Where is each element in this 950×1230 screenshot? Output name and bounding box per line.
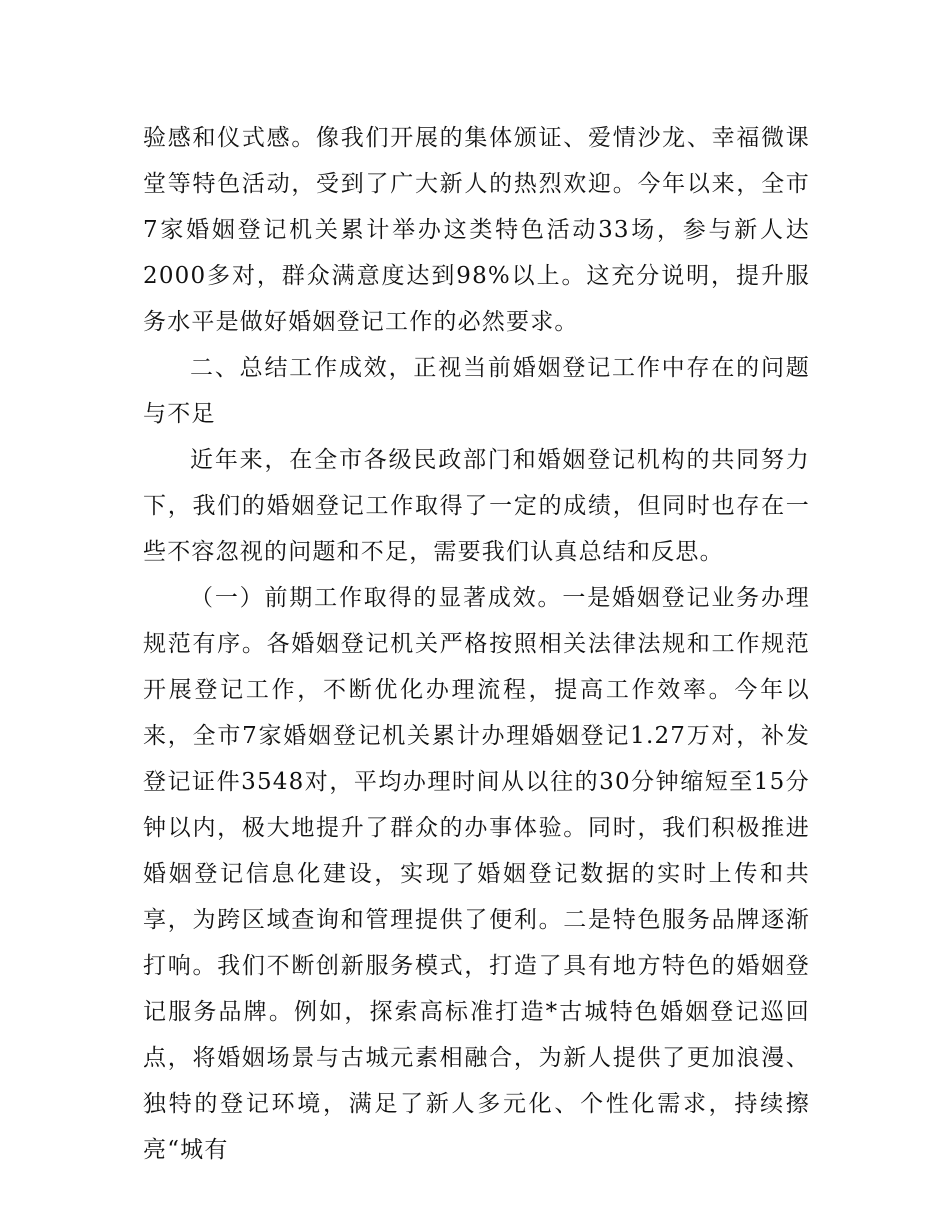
paragraph-intro: 近年来，在全市各级民政部门和婚姻登记机构的共同努力下，我们的婚姻登记工作取得了一定的成绩，但同时也存在一些不容忽视的问题和不足，需要我们认真总结和反思。 [143, 447, 810, 565]
document-body [143, 115, 810, 1173]
paragraph-achievements: （一）前期工作取得的显著成效。一是婚姻登记业务办理规范有序。各婚姻登记机关严格按照相关法律法规和工作规范开展登记工作，不断优化办理流程，提高工作效率。今年以来，全市7家婚姻登记机关累计办理婚姻登记1.27万对，补发登记证件3548对，平均办理时间从以往的30分钟缩短至15分钟以内，极大地提升了群众的办事体验。同时，我们积极推进婚姻登记信息化建设，实现了婚姻登记数据的实时上传和共享，为跨区域查询和管理提供了便利。二是特色服务品牌逐渐打响。我们不断创新服务模式，打造了具有地方特色的婚姻登记服务品牌。例如，探索高标准打造*古城特色婚姻登记巡回点，将婚姻场景与古城元素相融合，为新人提供了更加浪漫、独特的登记环境，满足了新人多元化、个性化需求，持续擦亮“城有 [143, 585, 810, 1163]
section-heading: 二、总结工作成效，正视当前婚姻登记工作中存在的问题与不足 [143, 355, 810, 427]
paragraph-continuation: 验感和仪式感。像我们开展的集体颁证、爱情沙龙、幸福微课堂等特色活动，受到了广大新人的热烈欢迎。今年以来，全市7家婚姻登记机关累计举办这类特色活动33场，参与新人达2000多对，群众满意度达到98%以上。这充分说明，提升服务水平是做好婚姻登记工作的必然要求。 [143, 125, 810, 335]
